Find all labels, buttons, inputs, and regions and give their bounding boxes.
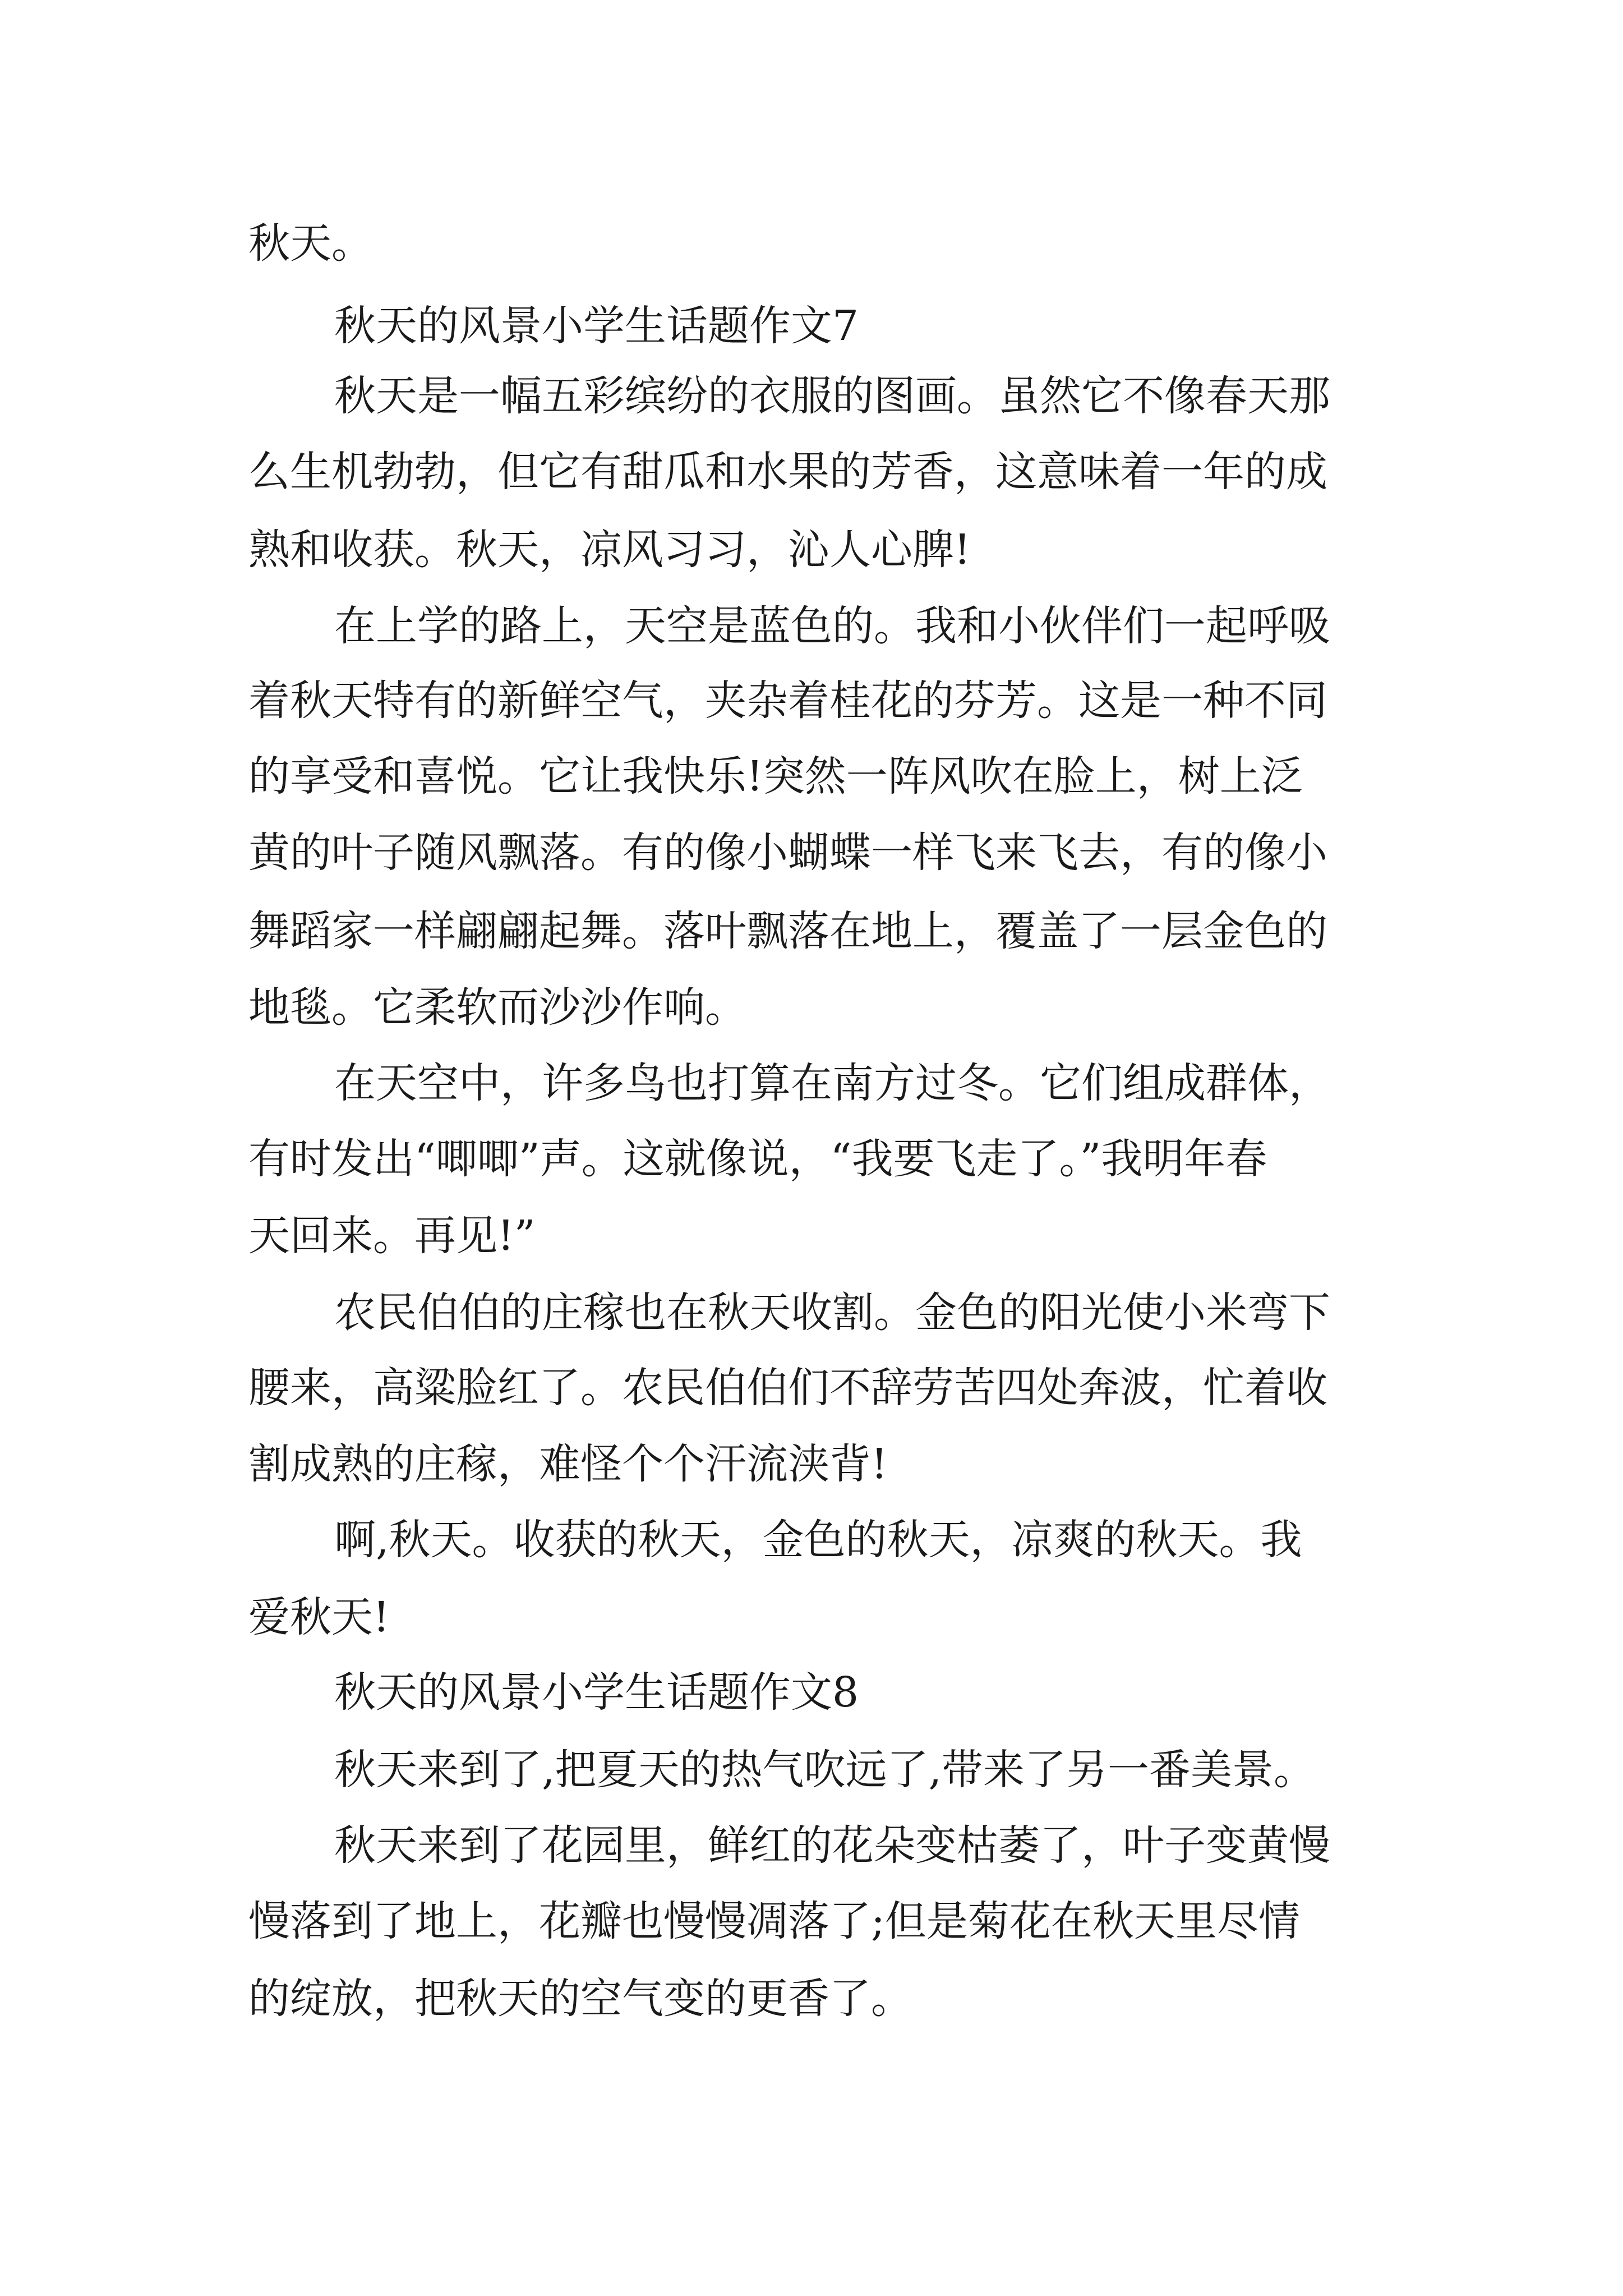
- text-line-22: 秋天来到了花园里，鲜红的花朵变枯萎了，叶子变黄慢: [334, 1821, 1330, 1870]
- text-line-11: 地毯。它柔软而沙沙作响。: [248, 983, 746, 1032]
- text-line-10: 舞蹈家一样翩翩起舞。落叶飘落在地上，覆盖了一层金色的: [248, 907, 1327, 955]
- text-line-3: 秋天是一幅五彩缤纷的衣服的图画。虽然它不像春天那: [334, 372, 1330, 420]
- text-line-14: 天回来。再见!”: [248, 1212, 536, 1260]
- essay-heading-7: 秋天的风景小学生话题作文7: [334, 302, 859, 350]
- text-line-9: 黄的叶子随风飘落。有的像小蝴蝶一样飞来飞去，有的像小: [248, 829, 1327, 877]
- text-line-24: 的绽放，把秋天的空气变的更香了。: [248, 1975, 912, 2023]
- text-line-16: 腰来，高粱脸红了。农民伯伯们不辞劳苦四处奔波，忙着收: [248, 1364, 1327, 1412]
- text-line-19: 爱秋天!: [248, 1593, 390, 1641]
- text-line-23: 慢落到了地上，花瓣也慢慢凋落了;但是菊花在秋天里尽情: [248, 1897, 1300, 1945]
- text-line-21: 秋天来到了,把夏天的热气吹远了,带来了另一番美景。: [334, 1746, 1316, 1794]
- text-line-5: 熟和收获。秋天，凉风习习，沁人心脾!: [248, 526, 971, 574]
- text-line-8: 的享受和喜悦。它让我快乐!突然一阵风吹在脸上，树上泛: [248, 752, 1303, 800]
- text-line-4: 么生机勃勃，但它有甜瓜和水果的芳香，这意味着一年的成: [248, 448, 1327, 496]
- text-line-13: 有时发出“唧唧”声。这就像说，“我要飞走了。”我明年春: [248, 1135, 1267, 1183]
- essay-heading-8: 秋天的风景小学生话题作文8: [334, 1668, 859, 1717]
- text-line-12: 在天空中，许多鸟也打算在南方过冬。它们组成群体，: [334, 1059, 1330, 1107]
- text-line-15: 农民伯伯的庄稼也在秋天收割。金色的阳光使小米弯下: [334, 1289, 1330, 1337]
- text-line-17: 割成熟的庄稼，难怪个个汗流浃背!: [248, 1440, 888, 1488]
- text-line-6: 在上学的路上，天空是蓝色的。我和小伙伴们一起呼吸: [334, 602, 1330, 650]
- text-line-7: 着秋天特有的新鲜空气，夹杂着桂花的芬芳。这是一种不同: [248, 677, 1327, 725]
- text-line-1: 秋天。: [248, 219, 373, 268]
- text-line-18: 啊,秋天。收获的秋天，金色的秋天，凉爽的秋天。我: [334, 1516, 1302, 1564]
